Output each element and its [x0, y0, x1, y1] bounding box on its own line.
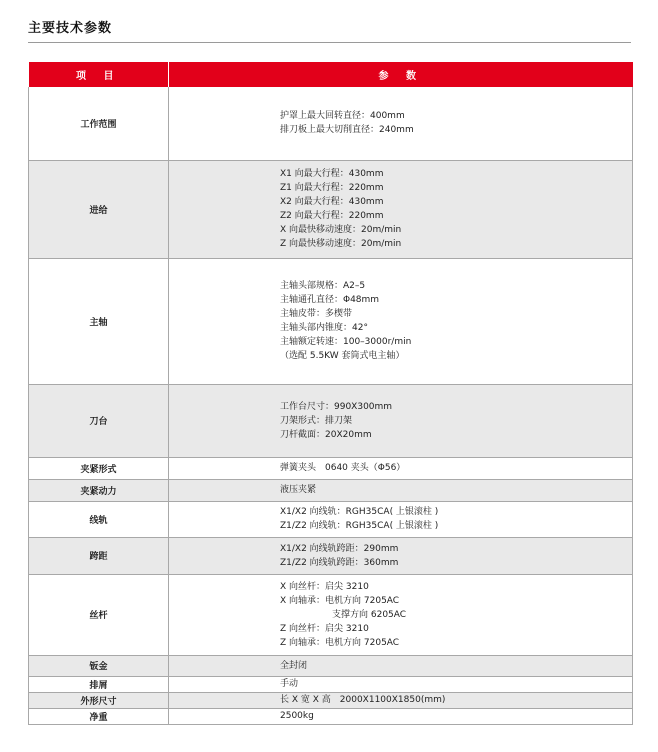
- value-line: Z1 向最大行程：220mm: [280, 183, 384, 193]
- table-header-row: [29, 62, 633, 87]
- value-line: X 向轴承：电机方向 7205AC: [280, 595, 400, 606]
- row-category: 丝杆: [29, 574, 169, 655]
- row-category: 刀台: [29, 384, 169, 457]
- row-values: [169, 574, 633, 655]
- row-category: 进给: [29, 160, 169, 258]
- row-category: 夹紧形式: [29, 457, 169, 479]
- spec-table: [28, 62, 633, 725]
- value-line: Z2 向最大行程：220mm: [280, 211, 384, 221]
- value-line: 主轴头部内锥度：42°: [280, 323, 368, 333]
- row-category: 排屑: [29, 676, 169, 692]
- row-values: [169, 676, 633, 692]
- value-line: Z 向丝杆：启尖 3210: [280, 623, 369, 634]
- value-line: X1/X2 向线轨跨距：290mm: [280, 543, 399, 554]
- value-line: X1 向最大行程：430mm: [280, 169, 384, 179]
- row-values: [169, 537, 633, 574]
- title-divider: [28, 42, 631, 43]
- row-category: 跨距: [29, 537, 169, 574]
- table-row: [29, 384, 633, 457]
- row-values: [169, 479, 633, 501]
- table-row: [29, 457, 633, 479]
- value-line: 排刀板上最大切削直径：240mm: [280, 125, 414, 136]
- page-title: 主要技术参数: [28, 21, 113, 36]
- value-line: Z 向轴承：电机方向 7205AC: [280, 637, 400, 648]
- header-param: 参 数: [169, 62, 633, 87]
- row-values: [169, 160, 633, 258]
- table-row: [29, 655, 633, 676]
- value-line: Z1/Z2 向线轨跨距：360mm: [280, 557, 399, 568]
- value-line: X1/X2 向线轨：RGH35CA( 上银滚柱 ): [280, 507, 439, 517]
- table-row: [29, 160, 633, 258]
- table-row: [29, 537, 633, 574]
- value-line: 刀杆截面：20X20mm: [280, 429, 372, 440]
- value-line: Z1/Z2 向线轨：RGH35CA( 上银滚柱 ): [280, 521, 439, 531]
- row-category: 净重: [29, 708, 169, 724]
- value-line: 刀架形式：排刀架: [280, 415, 353, 426]
- value-line: 主轴通孔直径：Φ48mm: [280, 295, 380, 305]
- table-row: [29, 87, 633, 160]
- value-line: 护罩上最大回转直径：400mm: [280, 111, 405, 122]
- value-line: 主轴皮带：多楔带: [280, 309, 353, 319]
- table-row: [29, 258, 633, 384]
- row-values: [169, 457, 633, 479]
- value-line: 主轴额定转速：100–3000r/min: [280, 337, 412, 347]
- value-line: （选配 5.5KW 套筒式电主轴）: [280, 351, 405, 361]
- row-values: [169, 501, 633, 537]
- table-row: [29, 574, 633, 655]
- value-line: 长 X 宽 X 高 2000X1100X1850(mm): [280, 695, 446, 705]
- table-row: [29, 479, 633, 501]
- row-category: 夹紧动力: [29, 479, 169, 501]
- row-values: [169, 655, 633, 676]
- table-row: [29, 676, 633, 692]
- value-line: X 向最快移动速度：20m/min: [280, 225, 402, 235]
- value-line: 主轴头部规格：A2–5: [280, 281, 366, 291]
- row-category: 钣金: [29, 655, 169, 676]
- value-line: 支撑方向 6205AC: [332, 609, 407, 620]
- row-values: [169, 87, 633, 160]
- value-line: 2500kg: [280, 711, 314, 721]
- row-category: 主轴: [29, 258, 169, 384]
- table-row: [29, 708, 633, 724]
- header-item: 项 目: [29, 62, 169, 87]
- table-row: [29, 501, 633, 537]
- row-values: [169, 384, 633, 457]
- value-line: 液压夹紧: [280, 485, 317, 495]
- value-line: Z 向最快移动速度：20m/min: [280, 239, 402, 249]
- row-category: 外形尺寸: [29, 692, 169, 708]
- value-line: 工作台尺寸：990X300mm: [280, 401, 393, 412]
- value-line: 弹簧夹头 0640 夹头（Φ56）: [280, 463, 406, 473]
- value-line: X 向丝杆：启尖 3210: [280, 581, 369, 592]
- value-line: 全封闭: [280, 660, 308, 671]
- row-values: [169, 692, 633, 708]
- table-row: [29, 692, 633, 708]
- row-category: 线轨: [29, 501, 169, 537]
- row-values: [169, 708, 633, 724]
- value-line: X2 向最大行程：430mm: [280, 197, 384, 207]
- row-category: 工作范围: [29, 87, 169, 160]
- row-values: [169, 258, 633, 384]
- value-line: 手动: [280, 679, 299, 689]
